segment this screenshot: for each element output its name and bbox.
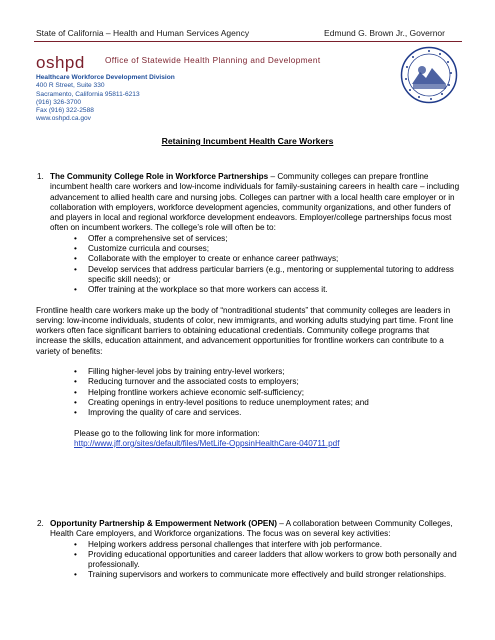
oshpd-logo: [36, 52, 94, 72]
section-1-text: – Community colleges can prepare frontline incumbent health care workers and low-income individuals for family-sustaining careers in health care – including advancement to allied health care and nursing jobs. Colleges can partner with a local health care employer or in collaboration with employers, workforce development agencies, community organizations, and other funders of and players in local and regional workforce development endeavors. Employer/college partnerships focus most often on incumbent workers. The college’s role will often be to:: [50, 172, 460, 233]
list-item: • Creating openings in entry-level positions to reduce unemployment rates; and: [74, 397, 369, 407]
bullet-icon: •: [74, 387, 77, 397]
division-address-line1: 400 R Street, Suite 330: [36, 82, 105, 90]
bullet-icon: •: [74, 570, 77, 580]
more-info-block: [74, 429, 460, 450]
header-agency: State of California – Health and Human Services Agency: [36, 28, 250, 38]
bullet-icon: •: [74, 244, 77, 254]
more-info-text: Please go to the following link for more information:: [74, 428, 260, 438]
bullet-icon: •: [74, 285, 77, 295]
list-item: • Helping frontline workers achieve economic self-sufficiency;: [74, 387, 305, 397]
office-name: Office of Statewide Health Planning and Development: [105, 56, 321, 65]
bullet-icon: •: [74, 233, 77, 243]
benefits-list: [74, 367, 460, 418]
bullet-icon: •: [74, 549, 77, 559]
section-2-text: – A collaboration between Community Colleges, Health Care employers, and Workforce organizations. The focus was on several key activities:: [50, 519, 453, 539]
division-website[interactable]: www.oshpd.ca.gov: [36, 115, 91, 123]
section-2-number: 2.: [37, 519, 44, 528]
list-item: • Offer training at the workplace so that more workers can access it.: [74, 285, 328, 295]
state-seal-icon: [400, 46, 458, 104]
list-item: • Collaborate with the employer to create or enhance career pathways;: [74, 254, 339, 264]
oshpd-logo-text: oshpd: [36, 53, 85, 72]
list-item: • Helping workers address personal challenges that interfere with job performance.: [74, 539, 382, 549]
bullet-icon: •: [74, 408, 77, 418]
division-phone: (916) 326-3700: [36, 98, 82, 106]
bullet-icon: •: [74, 264, 77, 274]
list-item: • Training supervisors and workers to communicate more effectively and build stronger relationships.: [74, 570, 447, 580]
more-info-link[interactable]: http://www.jff.org/sites/default/files/MetLife-OppsinHealthCare-040711.pdf: [74, 438, 340, 448]
division-fax: Fax (916) 322-2588: [36, 107, 94, 115]
list-item: • Customize curricula and courses;: [74, 244, 210, 254]
bullet-icon: •: [74, 539, 77, 549]
division-contact-block: [36, 74, 175, 124]
list-item: • Improving the quality of care and services.: [74, 408, 242, 418]
section-1-number: 1.: [37, 172, 44, 181]
section-2-heading: Opportunity Partnership & Empowerment Network (OPEN): [50, 519, 277, 528]
section-1-intro: [37, 172, 460, 234]
section-1: [36, 172, 460, 449]
section-2-intro: [37, 519, 460, 540]
bullet-icon: •: [74, 367, 77, 377]
header-rule: [34, 41, 462, 42]
college-roles-list: [74, 234, 460, 296]
list-item: • Reducing turnover and the associated costs to employers;: [74, 377, 299, 387]
header-governor: Edmund G. Brown Jr., Governor: [324, 28, 445, 38]
section-1-heading: The Community College Role in Workforce Partnerships: [50, 172, 269, 181]
section-2: [36, 519, 460, 581]
bullet-icon: •: [74, 397, 77, 407]
division-address-line2: Sacramento, California 95811-6213: [36, 90, 140, 98]
list-item: • Offer a comprehensive set of services;: [74, 233, 228, 243]
division-name: Healthcare Workforce Development Division: [36, 74, 175, 81]
list-item: • Filling higher-level jobs by training entry-level workers;: [74, 367, 285, 377]
bullet-icon: •: [74, 254, 77, 264]
section-1-paragraph-2: Frontline health care workers make up the body of “nontraditional students” that community colleges are leaders in serving: low-income individuals, students of color, new immigrants, and working adults studying part time. Front line workers often face significant barriers to obtaining educational credentials. Community college programs that increase the skills, education attainment, and advancement opportunities for frontline workers can contribute to a variety of benefits:: [36, 305, 454, 356]
open-activities-list: [74, 540, 460, 581]
document-title: Retaining Incumbent Health Care Workers: [161, 136, 334, 146]
list-item: • Develop services that address particular barriers (e.g., mentoring or supplemental tutoring to address specific skill needs); or: [74, 264, 454, 284]
list-item: • Providing educational opportunities and career ladders that allow workers to grow both personally and professionally.: [74, 549, 457, 570]
bullet-icon: •: [74, 377, 77, 387]
